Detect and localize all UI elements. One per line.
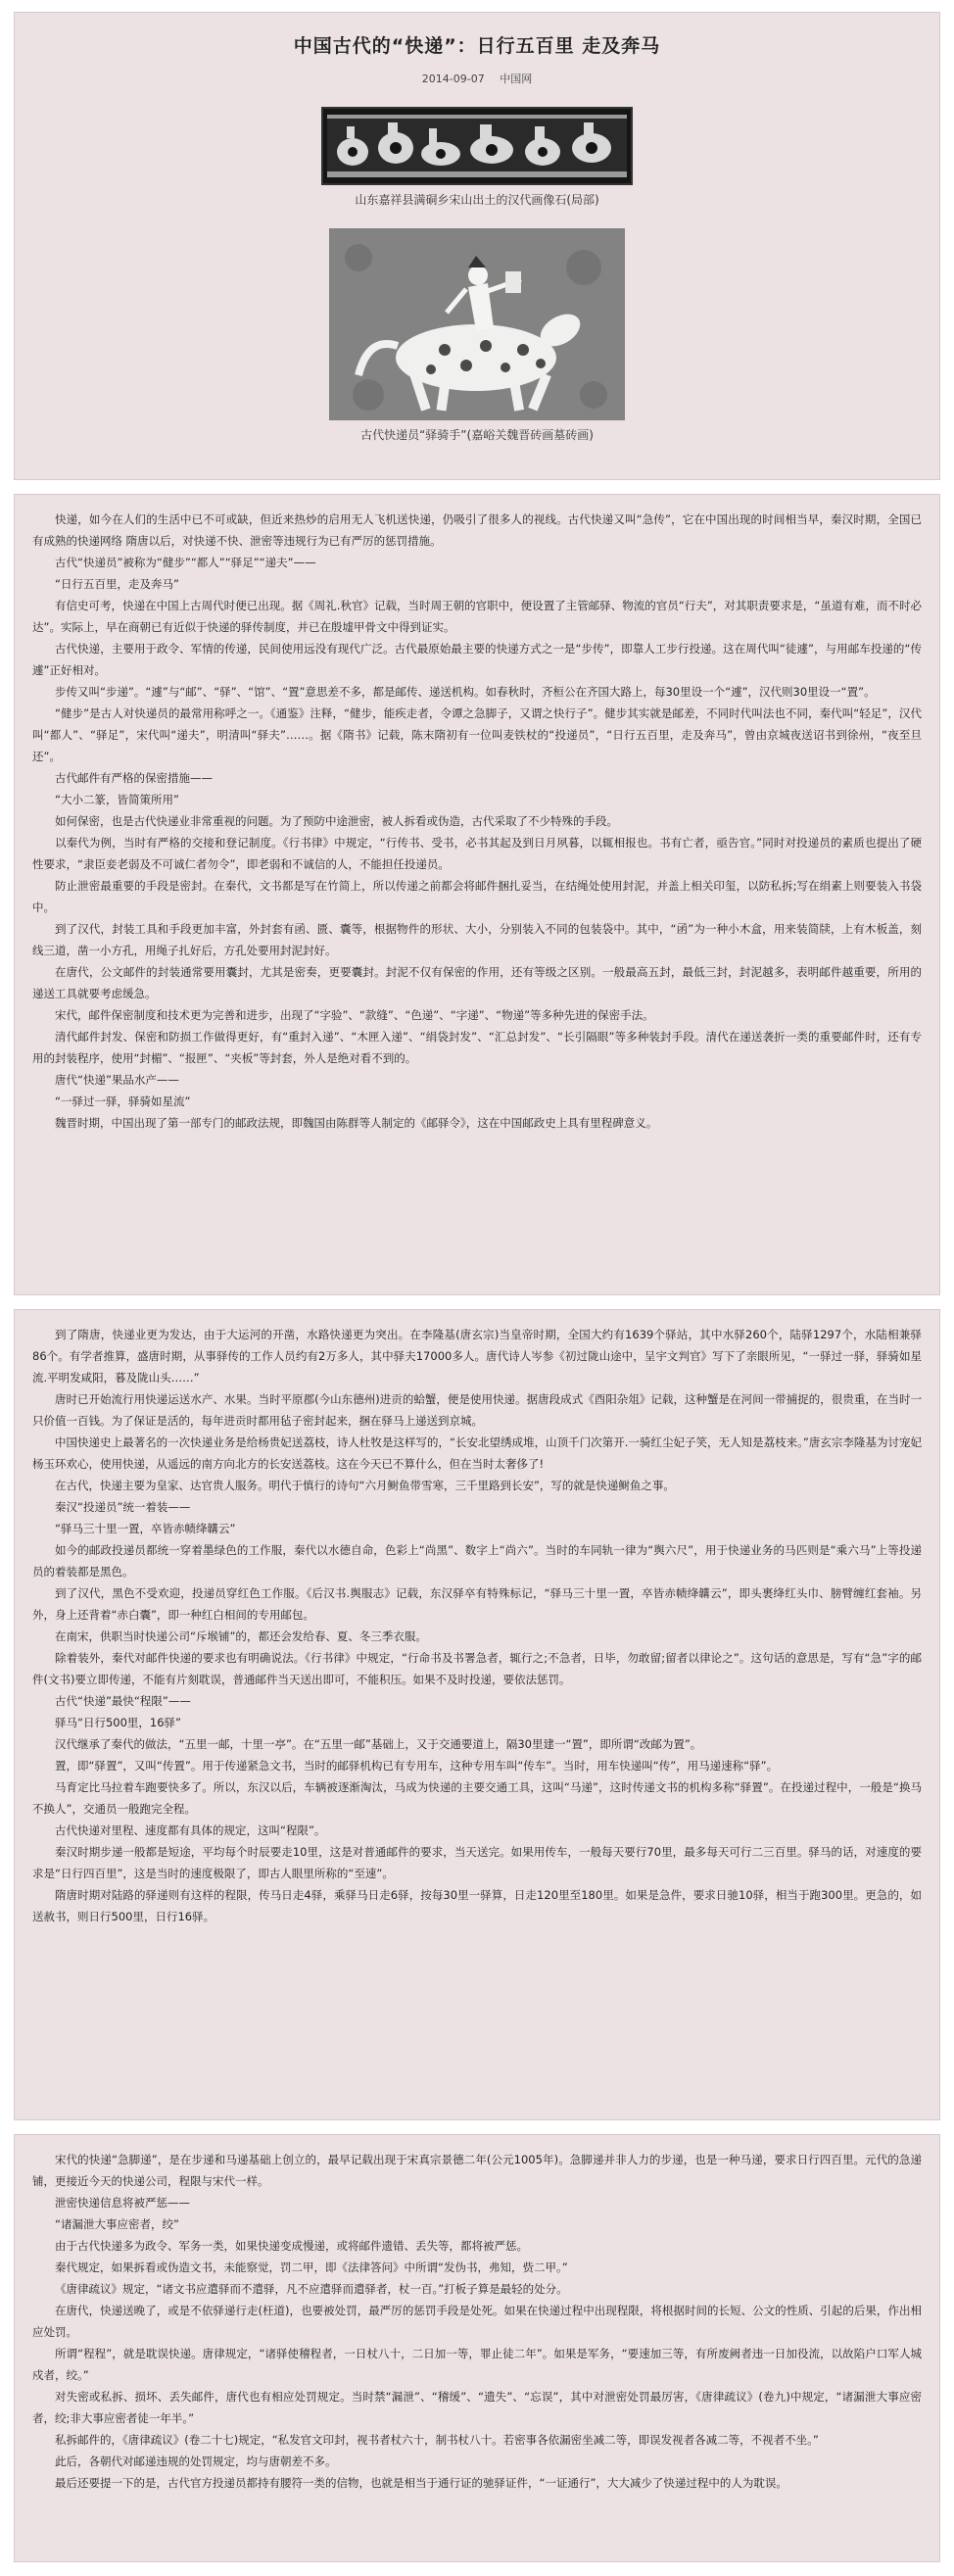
- paragraph: 到了汉代，封装工具和手段更加丰富，外封套有函、匮、囊等，根据物件的形状、大小，分别装入不同的包装袋中。其中，“函”为一种小木盒，用来装简牍，上有木板盖，刻线三道，凿一小方孔，用绳子扎好后，方孔处要用封泥封好。: [32, 922, 922, 957]
- subheading: 泄密快递信息将被严惩——: [55, 2196, 190, 2210]
- article-section-3: [14, 2134, 940, 2562]
- subheading: 古代“快递员”被称为“健步”“都人”“驿足”“递夫”——: [55, 556, 316, 569]
- courier-rider-image: [329, 228, 625, 420]
- paragraph: “健步”是古人对快递员的最常用称呼之一。《通鉴》注释，“健步，能疾走者，令谭之急脚子，又谓之快行子”。健步其实就是邮差，不同时代叫法也不同，秦代叫“轻足”，汉代叫“都人”、“驿足”，宋代叫“递夫”，明清叫“驿夫”……。据《隋书》记载，陈末隋初有一位叫麦铁杖的“投递员”，“日行五百里，走及奔马”，曾由京城夜送诏书到徐州，“夜至旦还”。: [32, 706, 922, 763]
- paragraph: 宋代的快递“急脚递”，是在步递和马递基础上创立的，最早记载出现于宋真宗景德二年(公元1005年)。急脚递并非人力的步递，也是一种马递，要求日行四百里。元代的急递铺，更接近今天的快递公司，程限与宋代一样。: [32, 2153, 922, 2188]
- paragraph: 对失密或私拆、损坏、丢失邮件，唐代也有相应处罚规定。当时禁“漏泄”、“稽缓”、“遗失”、“忘误”，其中对泄密处罚最厉害，《唐律疏议》(卷九)中规定，“诸漏泄大事应密者，绞;非大事应密者徒一年半。”: [32, 2390, 922, 2425]
- paragraph: 除着装外，秦代对邮件快递的要求也有明确说法。《行书律》中规定，“行命书及书署急者，辄行之;不急者，日毕，勿敢留;留者以律论之”。这句话的意思是，写有“急”字的邮件(文书)要立即传递，不能有片刻耽误，普通邮件当天送出即可，不能积压。如果不及时投递，要依法惩罚。: [32, 1651, 922, 1686]
- subheading: 古代邮件有严格的保密措施——: [55, 771, 213, 785]
- subheading-quote: “日行五百里，走及奔马”: [55, 577, 179, 591]
- paragraph: 到了汉代，黑色不受欢迎，投递员穿红色工作服。《后汉书.舆服志》记载，东汉驿卒有特殊标记，“驿马三十里一置，卒皆赤帻绛韝云”，即头裹绛红头巾、膀臂缠红套袖。另外，身上还背着“赤白囊”，即一种红白相间的专用邮包。: [32, 1586, 922, 1622]
- article-section-2: [14, 1309, 940, 2120]
- article-header-panel: [14, 12, 940, 480]
- paragraph: 如何保密，也是古代快递业非常重视的问题。为了预防中途泄密，被人拆看或伪造，古代采取了不少特殊的手段。: [55, 814, 618, 828]
- paragraph: 清代邮件封发、保密和防损工作做得更好，有“重封入递”、“木匣入递”、“绢袋封发”、“汇总封发”、“长引隔眼”等多种装封手段。清代在递送袭折一类的重要邮件时，还有专用的封装程序，使用“封楣”、“报匣”、“夹板”等封套，外人是绝对看不到的。: [32, 1030, 922, 1065]
- paragraph: 秦汉时期步递一般都是短途，平均每个时辰要走10里，这是对普通邮件的要求，当天送完。如果用传车，一般每天要行70里，最多每天可行二三百里。驿马的话，对速度的要求是“日行四百里”，这是当时的速度极限了，即古人眼里所称的“至速”。: [32, 1845, 922, 1880]
- paragraph: 置，即“驿置”，又叫“传置”。用于传递紧急文书，当时的邮驿机构已有专用车，这种专用车叫“传车”。当时，用车快递叫“传”，用马递速称“驿”。: [55, 1759, 779, 1773]
- paragraph: 所谓“程程”，就是耽误快递。唐律规定，“诸驿使稽程者，一日杖八十，二日加一等，罪止徒二年”。如果是军务，“要速加三等，有所废阙者违一日加役流，以故陷户口军人城戍者，绞。”: [32, 2347, 922, 2382]
- stone-relief-drawing: [323, 109, 631, 183]
- paragraph: 快递，如今在人们的生活中已不可或缺，但近来热炒的启用无人飞机送快递，仍吸引了很多人的视线。古代快递又叫“急传”，它在中国出现的时间相当早，秦汉时期，全国已有成熟的快递网络 隋唐以后，对快递不快、泄密等违规行为已有严厉的惩罚措施。: [32, 512, 922, 548]
- article-date: 2014-09-07: [421, 73, 485, 85]
- subheading-quote: “诸漏泄大事应密者，绞”: [55, 2217, 179, 2231]
- paragraph: 《唐律疏议》规定，“诸文书应遣驿而不遣驿，凡不应遣驿而遣驿者，杖一百。”打板子算是最轻的处分。: [55, 2282, 568, 2296]
- paragraph: 有信史可考，快递在中国上古周代时便已出现。据《周礼.秋官》记载，当时周王朝的官职中，便设置了主管邮驿、物流的官员“行夫”，对其职责要求是，“虽道有难，而不时必达”。实际上，早在商朝已有近似于快递的驿传制度，并已在殷墟甲骨文中得到证实。: [32, 599, 922, 634]
- paragraph: 中国快递史上最著名的一次快递业务是给杨贵妃送荔枝，诗人杜牧是这样写的，“长安北望绣成堆，山顶千门次第开.一骑红尘妃子笑，无人知是荔枝来。”唐玄宗李隆基为讨宠妃杨玉环欢心，使用快递，从遥远的南方向北方的长安送荔枝。这在今天已不算什么，但在当时太奢侈了!: [32, 1435, 922, 1471]
- paragraph: 唐时已开始流行用快递运送水产、水果。当时平原郡(今山东德州)进贡的蛤蟹，便是使用快递。据唐段成式《酉阳杂俎》记载，这种蟹是在河间一带捕捉的，很贵重，在当时一只价值一百钱。为了保证是活的，每年进贡时都用毡子密封起来，捆在驿马上递送到京城。: [32, 1392, 922, 1428]
- section-1-body: [15, 495, 939, 1151]
- subheading-quote: “大小二篆，皆简策所用”: [55, 793, 179, 806]
- paragraph: 隋唐时期对陆路的驿递则有这样的程限，传马日走4驿，乘驿马日走6驿，按每30里一驿算，日走120里至180里。如果是急件，要求日驰10驿，相当于跑300里。更急的，如送赦书，则日行500里，日行16驿。: [32, 1888, 922, 1923]
- paragraph: 在唐代，快递送晚了，或是不依驿递行走(枉道)，也要被处罚，最严厉的惩罚手段是处死。如果在快递过程中出现程限，将根据时间的长短、公文的性质、引起的后果，作出相应处罚。: [32, 2304, 922, 2339]
- stone-relief-caption: 山东嘉祥县满硐乡宋山出土的汉代画像石(局部): [355, 193, 599, 207]
- subheading: 唐代“快递”果品水产——: [55, 1073, 179, 1087]
- paragraph: 以秦代为例，当时有严格的交接和登记制度。《行书律》中规定，“行传书、受书，必书其起及到日月夙暮，以辄相报也。书有亡者，亟告官。”同时对投递员的素质也提出了硬性要求，“隶臣妾老弱及不可诚仁者勿令”，即老弱和不诚信的人，不能担任投递员。: [32, 836, 922, 871]
- stone-relief-image: [321, 107, 633, 185]
- paragraph: 私拆邮件的，《唐律疏议》(卷二十七)规定，“私发官文印封，视书者杖六十，制书杖八十。若密事各依漏密坐减二等，即误发视者各减二等，不视者不坐。”: [55, 2433, 819, 2447]
- paragraph: 古代快递，主要用于政令、军情的传递，民间使用远没有现代广泛。古代最原始最主要的快递方式之一是“步传”，即靠人工步行投递。这在周代叫“徒遽”，与用邮车投递的“传遽”正好相对。: [32, 642, 922, 677]
- subheading-quote: “一驿过一驿，驿骑如星流”: [55, 1094, 191, 1108]
- subheading-quote: “驿马三十里一置，卒皆赤帻绛韝云”: [55, 1522, 236, 1535]
- subheading-quote: 驿马“日行500里，16驿”: [55, 1716, 181, 1729]
- paragraph: 在唐代，公文邮件的封装通常要用囊封，尤其是密奏，更要囊封。封泥不仅有保密的作用，还有等级之区别。一般最高五封，最低三封，封泥越多，表明邮件越重要，所用的递送工具就要考虑缓急。: [32, 965, 922, 1000]
- courier-rider-caption: 古代快递员“驿骑手”(嘉峪关魏晋砖画墓砖画): [360, 428, 594, 442]
- paragraph: 马育定比马拉着车跑要快多了。所以，东汉以后，车辆被逐渐淘汰，马成为快递的主要交通工具，这叫“马递”，这时传递文书的机构多称“驿置”。在投递过程中，一般是“换马不换人”，交通员一般跑完全程。: [32, 1780, 922, 1816]
- paragraph: 由于古代快递多为政令、军务一类，如果快递变成慢递，或将邮件遗错、丢失等，都将被严惩。: [55, 2239, 528, 2253]
- paragraph: 魏晋时期，中国出现了第一部专门的邮政法规，即魏国由陈群等人制定的《邮驿令》，这在中国邮政史上具有里程碑意义。: [55, 1116, 658, 1130]
- paragraph: 汉代继承了秦代的做法，“五里一邮，十里一亭”。在“五里一邮”基础上，又于交通要道上，隔30里建一“置”，即所谓“改邮为置”。: [55, 1737, 702, 1751]
- subheading: 秦汉“投递员”统一着装——: [55, 1500, 191, 1514]
- paragraph: 到了隋唐，快递业更为发达，由于大运河的开凿，水路快递更为突出。在李隆基(唐玄宗)当皇帝时期，全国大约有1639个驿站，其中水驿260个，陆驿1297个，水陆相兼驿86个。有学者推算，盛唐时期，从事驿传的工作人员约有2万多人，其中驿夫17000多人。唐代诗人岑参《初过陇山途中，呈宇文判官》写下了亲眼所见，“一驿过一驿，驿骑如星流.平明发咸阳，暮及陇山头……”: [32, 1328, 922, 1385]
- paragraph: 在南宋，供职当时快递公司“斥堠铺”的，都还会发给春、夏、冬三季衣服。: [55, 1629, 427, 1643]
- paragraph: 宋代，邮件保密制度和技术更为完善和进步，出现了“字验”、“款缝”、“色递”、“字递”、“物递”等多种先进的保密手法。: [55, 1008, 654, 1022]
- section-2-body: [15, 1310, 939, 1945]
- paragraph: 如今的邮政投递员都统一穿着墨绿色的工作服，秦代以水德自命，色彩上“尚黑”、数字上“尚六”。当时的车同轨一律为“舆六尺”，用于快递业务的马匹则是“乘六马”上等投递员的着装都是黑色。: [32, 1543, 922, 1579]
- article-source: 中国网: [500, 73, 533, 85]
- section-3-body: [15, 2135, 939, 2511]
- article-meta: [15, 72, 939, 87]
- paragraph: 最后还要提一下的是，古代官方投递员都持有腰符一类的信物，也就是相当于通行证的驰驿证件，“一证通行”，大大减少了快递过程中的人为耽误。: [55, 2476, 787, 2490]
- subheading: 古代“快递”最快“程限”——: [55, 1694, 191, 1708]
- paragraph: 在古代，快递主要为皇家、达官贵人服务。明代于慎行的诗句“六月鲥鱼带雪寒，三千里路到长安”，写的就是快递鲥鱼之事。: [55, 1479, 675, 1492]
- paragraph: 此后，各朝代对邮递违规的处罚规定，均与唐朝差不多。: [55, 2454, 337, 2468]
- paragraph: 步传又叫“步递”。“遽”与“邮”、“驿”、“馆”、“置”意思差不多，都是邮传、递送机构。如春秋时，齐桓公在齐国大路上，每30里设一个“遽”，汉代则30里设一“置”。: [55, 685, 876, 699]
- paragraph: 秦代规定，如果拆看或伪造文书，未能察觉，罚二甲，即《法律答问》中所谓“发伪书，弗知，赀二甲。”: [55, 2260, 568, 2274]
- article-title: 中国古代的“快递”：日行五百里 走及奔马: [293, 35, 661, 57]
- paragraph: 古代快递对里程、速度都有具体的规定，这叫“程限”。: [55, 1823, 326, 1837]
- courier-rider-drawing: [329, 228, 625, 420]
- article-section-1: [14, 494, 940, 1295]
- paragraph: 防止泄密最重要的手段是密封。在秦代，文书都是写在竹简上，所以传递之前都会将邮件捆扎妥当，在结绳处使用封泥，并盖上相关印玺，以防私拆;写在绢素上则要装入书袋中。: [32, 879, 922, 914]
